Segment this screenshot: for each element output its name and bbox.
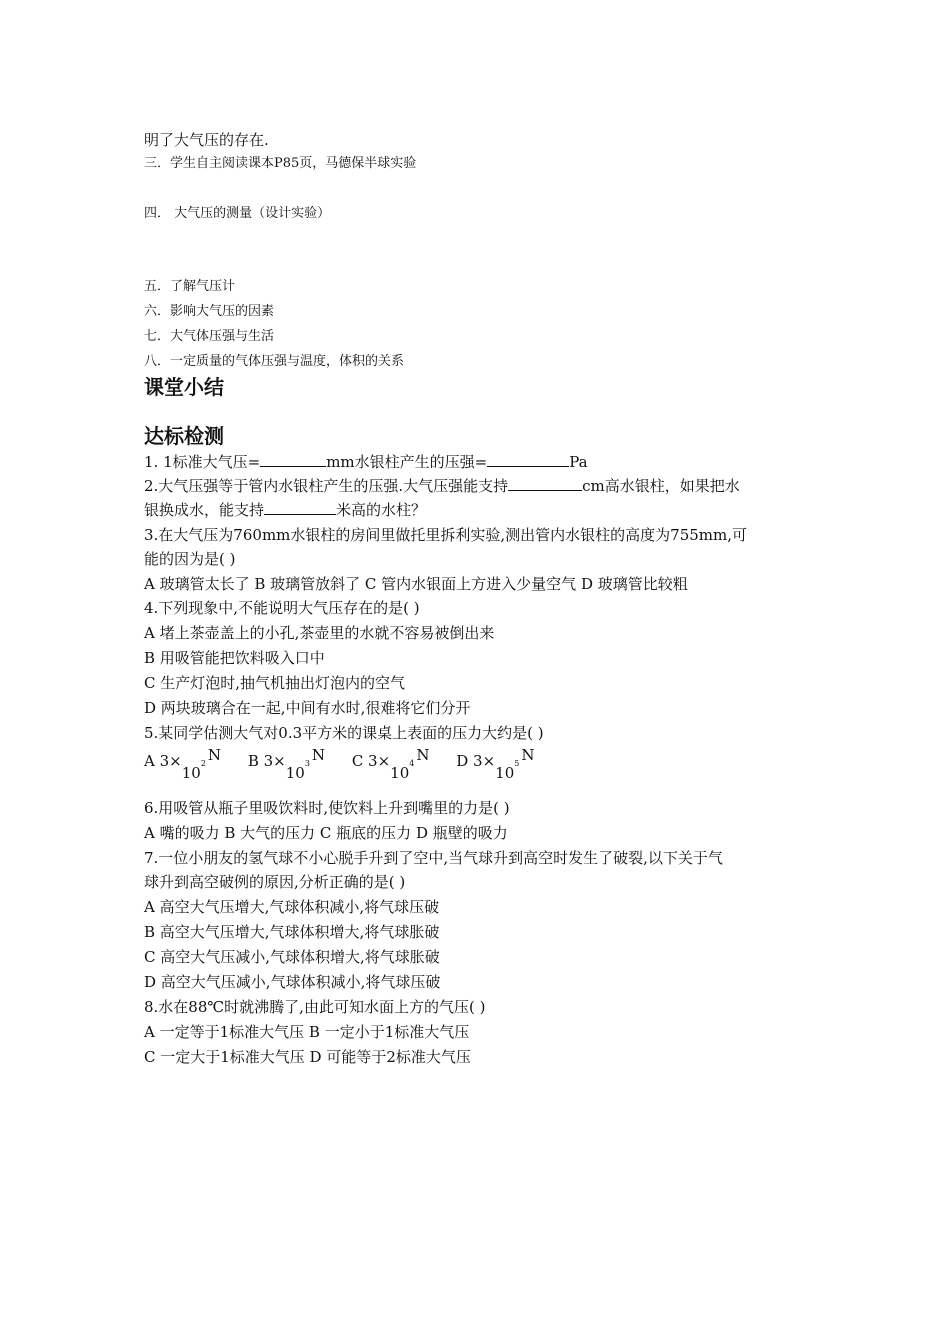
q2-text-d: 米高的水柱？ [336,501,427,519]
question-7-option-a: A 高空大气压增大,气球体积减小,将气球压破 [144,898,440,916]
question-4-option-a: A 堵上茶壶盖上的小孔,茶壶里的水就不容易被倒出来 [144,624,495,642]
question-6-stem: 6.用吸管从瓶子里吸饮料时,使饮料上升到嘴里的力是( ) [144,799,510,817]
question-8-options-cd: C 一定大于1标准大气压 D 可能等于2标准大气压 [144,1048,471,1066]
intro-line-6: 七．大气体压强与生活 [144,329,275,344]
q2-text-c: 银换成水，能支持 [144,501,265,519]
intro-line-2: 三．学生自主阅读课本P85页，马德保半球实验 [144,156,417,171]
question-2-line-2 [144,499,426,520]
question-5-options [144,746,556,782]
q5-option-d: D $3\times 10^5$ N [456,746,535,782]
question-2-line-1 [144,475,740,496]
q2-blank-cm[interactable] [508,475,582,491]
question-7-option-c: C 高空大气压减小,气球体积增大,将气球胀破 [144,948,440,966]
intro-line-5: 六．影响大气压的因素 [144,304,275,319]
q1-blank-pa[interactable] [487,451,569,467]
question-8-options-ab: A 一定等于1标准大气压 B 一定小于1标准大气压 [144,1023,470,1041]
q5-option-a: A $3\times 10^2$ N [144,746,222,782]
question-1 [144,451,588,472]
heading-summary: 课堂小结 [144,375,224,399]
question-4-option-c: C 生产灯泡时,抽气机抽出灯泡内的空气 [144,674,406,692]
question-4-option-b: B 用吸管能把饮料吸入口中 [144,649,325,667]
question-3-line-2: 能的因为是( ) [144,550,236,568]
intro-line-7: 八．一定质量的气体压强与温度，体积的关系 [144,354,405,369]
question-7-option-d: D 高空大气压减小,气球体积减小,将气球压破 [144,973,441,991]
question-3-options: A 玻璃管太长了 B 玻璃管放斜了 C 管内水银面上方进入少量空气 D 玻璃管比较粗 [144,575,688,593]
intro-line-1: 明了大气压的存在. [144,131,269,149]
q1-mid: mm水银柱产生的压强= [326,453,488,471]
q2-text-b: cm高水银柱，如果把水 [582,477,740,495]
q1-blank-mm[interactable] [260,451,326,467]
q2-blank-m[interactable] [264,499,336,515]
q1-suffix: Pa [569,453,588,471]
heading-test: 达标检测 [144,424,224,448]
question-3-line-1: 3.在大气压为760mm水银柱的房间里做托里拆利实验,测出管内水银柱的高度为755mm,可 [144,526,748,544]
q5-option-b: B $3\times 10^3$ N [247,746,326,782]
question-8-stem: 8.水在88℃时就沸腾了,由此可知水面上方的气压( ) [144,998,486,1016]
intro-line-3: 四． 大气压的测量（设计实验） [144,206,331,221]
question-6-options: A 嘴的吸力 B 大气的压力 C 瓶底的压力 D 瓶壁的吸力 [144,824,508,842]
question-7-option-b: B 高空大气压增大,气球体积增大,将气球胀破 [144,923,440,941]
question-7-line-2: 球升到高空破例的原因,分析正确的是( ) [144,873,406,891]
question-7-line-1: 7.一位小朋友的氢气球不小心脱手升到了空中,当气球升到高空时发生了破裂,以下关于气 [144,849,723,867]
question-5-stem: 5.某同学估测大气对0.3平方米的课桌上表面的压力大约是( ) [144,724,544,742]
question-4-stem: 4.下列现象中,不能说明大气压存在的是( ) [144,599,420,617]
intro-line-4: 五．了解气压计 [144,279,236,294]
q2-text-a: 2.大气压强等于管内水银柱产生的压强.大气压强能支持 [144,477,509,495]
question-4-option-d: D 两块玻璃合在一起,中间有水时,很难将它们分开 [144,699,471,717]
q1-prefix: 1. 1标准大气压= [144,453,261,471]
q5-option-c: C $3\times 10^4$ N [351,746,430,782]
